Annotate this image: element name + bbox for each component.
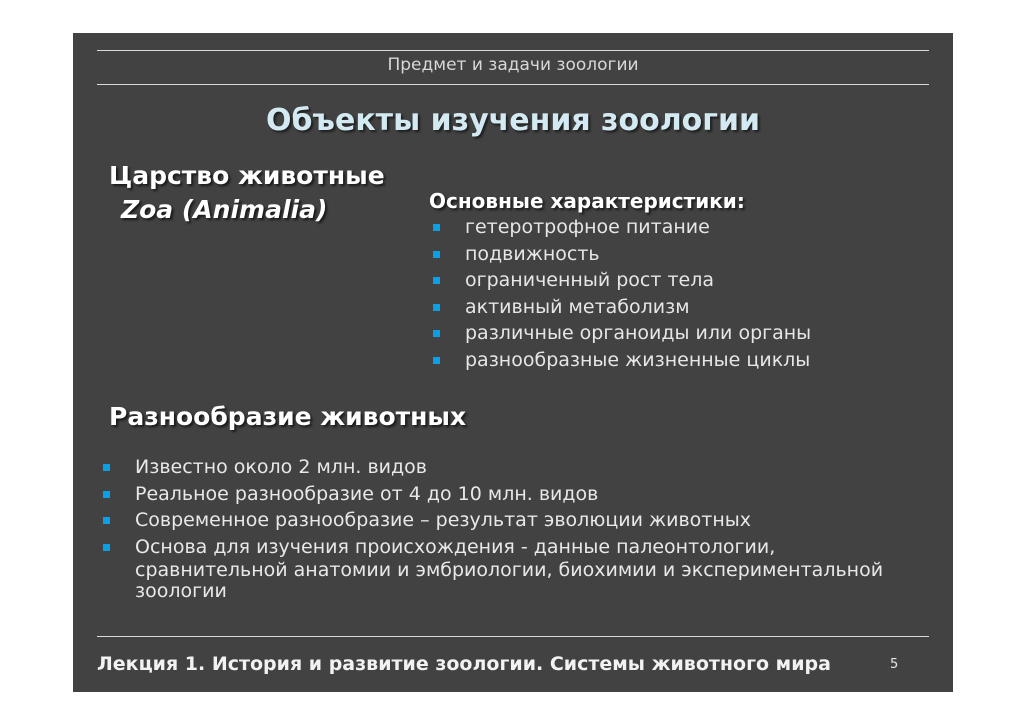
list-item (433, 214, 811, 241)
slide (73, 33, 953, 692)
header-title: Предмет и задачи зоологии (387, 55, 639, 75)
list-item-text: Известно около 2 млн. видов (135, 456, 427, 478)
kingdom-block (109, 159, 385, 227)
square-bullet-icon (103, 491, 110, 498)
kingdom-latin-name: Zoa (Animalia) (121, 195, 328, 224)
square-bullet-icon (433, 277, 440, 284)
square-bullet-icon (433, 251, 440, 258)
footer-divider (97, 636, 929, 637)
list-item (433, 241, 811, 268)
diversity-list (103, 454, 933, 602)
list-item-text: ограниченный рост тела (465, 269, 715, 292)
list-item-text: Основа для изучения происхождения - данные палеонтологии, (135, 535, 776, 558)
square-bullet-icon (433, 357, 440, 364)
characteristics-heading: Основные характеристики: (429, 189, 745, 213)
square-bullet-icon (103, 464, 110, 471)
list-item (433, 320, 811, 347)
list-item-text-continued: зоологии (135, 580, 227, 602)
list-item-text-continued: сравнительной анатомии и эмбриологии, биохимии и экспериментальной (135, 559, 884, 581)
kingdom-name: Царство животные (109, 161, 385, 190)
list-item-text: подвижность (465, 242, 600, 265)
slide-title: Объекты изучения зоологии (265, 103, 761, 138)
list-item (103, 481, 933, 508)
square-bullet-icon (433, 330, 440, 337)
list-item (103, 534, 933, 603)
header-divider (97, 84, 929, 85)
diversity-heading: Разнообразие животных (109, 402, 467, 431)
list-item (433, 294, 811, 321)
list-item (433, 347, 811, 374)
square-bullet-icon (433, 224, 440, 231)
list-item (103, 454, 933, 481)
list-item-text: гетеротрофное питание (465, 216, 710, 238)
square-bullet-icon (433, 304, 440, 311)
list-item-text: активный метаболизм (465, 295, 690, 318)
square-bullet-icon (103, 544, 110, 551)
list-item-text: Реальное разнообразие от 4 до 10 млн. видов (135, 482, 599, 505)
list-item (103, 507, 933, 534)
list-item-text: Современное разнообразие – результат эволюции животных (135, 509, 752, 531)
list-item-text: различные органоиды или органы (465, 322, 812, 345)
page-number: 5 (890, 657, 899, 672)
top-divider (97, 50, 929, 51)
footer-lecture-title: Лекция 1. История и развитие зоологии. Системы животного мира (97, 653, 831, 675)
characteristics-list (433, 214, 811, 374)
list-item (433, 267, 811, 294)
list-item-text: разнообразные жизненные циклы (465, 348, 811, 371)
square-bullet-icon (103, 517, 110, 524)
